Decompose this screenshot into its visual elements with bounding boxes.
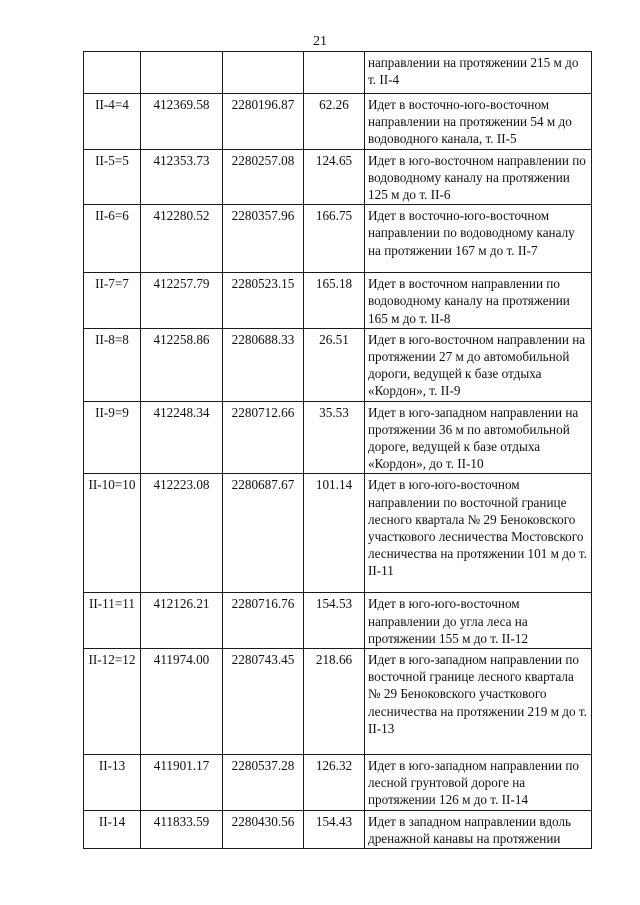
table-row — [84, 401, 592, 474]
table-row — [84, 94, 592, 150]
x-coordinate-cell: 411901.17 — [141, 755, 223, 811]
distance-cell: 154.43 — [304, 810, 365, 848]
x-coordinate-cell: 412248.34 — [141, 401, 223, 474]
y-coordinate-cell: 2280430.56 — [223, 810, 304, 848]
description-cell: Идет в юго-западном направлении на протяжении 36 м по автомобильной дороге, ведущей к базе отдыха «Кордон», до т. II-10 — [365, 401, 592, 474]
description-cell: Идет в юго-юго-восточном направлении до угла леса на протяжении 155 м до т. II-12 — [365, 593, 592, 649]
x-coordinate-cell: 412126.21 — [141, 593, 223, 649]
distance-cell: 165.18 — [304, 273, 365, 329]
description-cell: Идет в западном направлении вдоль дренажной канавы на протяжении — [365, 810, 592, 848]
point-cell: II-14 — [84, 810, 141, 848]
y-coordinate-cell — [223, 52, 304, 94]
distance-cell: 26.51 — [304, 328, 365, 401]
point-cell: II-12=12 — [84, 649, 141, 755]
distance-cell: 62.26 — [304, 94, 365, 150]
y-coordinate-cell: 2280196.87 — [223, 94, 304, 150]
y-coordinate-cell: 2280357.96 — [223, 205, 304, 273]
distance-cell: 101.14 — [304, 474, 365, 593]
point-cell: II-4=4 — [84, 94, 141, 150]
x-coordinate-cell: 412223.08 — [141, 474, 223, 593]
y-coordinate-cell: 2280523.15 — [223, 273, 304, 329]
point-cell: II-13 — [84, 755, 141, 811]
description-cell: Идет в юго-юго-восточном направлении по восточной границе лесного квартала № 29 Беноковского участкового лесничества Мостовского лесничества на протяжении 101 м до т. II-11 — [365, 474, 592, 593]
distance-cell — [304, 52, 365, 94]
point-cell — [84, 52, 141, 94]
table-row — [84, 593, 592, 649]
x-coordinate-cell: 412280.52 — [141, 205, 223, 273]
table-row — [84, 810, 592, 848]
description-cell: Идет в юго-восточном направлении на протяжении 27 м до автомобильной дороги, ведущей к базе отдыха «Кордон», т. II-9 — [365, 328, 592, 401]
distance-cell: 154.53 — [304, 593, 365, 649]
boundary-coordinates-table — [83, 51, 592, 849]
y-coordinate-cell: 2280743.45 — [223, 649, 304, 755]
page-number: 21 — [313, 34, 327, 49]
table-row — [84, 52, 592, 94]
description-cell: Идет в юго-восточном направлении по водоводному каналу на протяжении 125 м до т. II-6 — [365, 149, 592, 205]
x-coordinate-cell — [141, 52, 223, 94]
table-row — [84, 328, 592, 401]
description-cell: Идет в восточно-юго-восточном направлении на протяжении 54 м до водоводного канала, т. II-5 — [365, 94, 592, 150]
distance-cell: 218.66 — [304, 649, 365, 755]
y-coordinate-cell: 2280688.33 — [223, 328, 304, 401]
y-coordinate-cell: 2280716.76 — [223, 593, 304, 649]
y-coordinate-cell: 2280537.28 — [223, 755, 304, 811]
description-cell: Идет в юго-западном направлении по лесной грунтовой дороге на протяжении 126 м до т. II-14 — [365, 755, 592, 811]
description-cell: Идет в восточном направлении по водоводному каналу на протяжении 165 м до т. II-8 — [365, 273, 592, 329]
x-coordinate-cell: 412257.79 — [141, 273, 223, 329]
x-coordinate-cell: 412353.73 — [141, 149, 223, 205]
description-cell: направлении на протяжении 215 м до т. II-4 — [365, 52, 592, 94]
point-cell: II-6=6 — [84, 205, 141, 273]
table-row — [84, 205, 592, 273]
x-coordinate-cell: 411974.00 — [141, 649, 223, 755]
y-coordinate-cell: 2280712.66 — [223, 401, 304, 474]
y-coordinate-cell: 2280257.08 — [223, 149, 304, 205]
table-body — [84, 52, 592, 849]
description-cell: Идет в юго-западном направлении по восточной границе лесного квартала № 29 Беноковского участкового лесничества на протяжении 219 м до т. II-13 — [365, 649, 592, 755]
point-cell: II-11=11 — [84, 593, 141, 649]
table-row — [84, 474, 592, 593]
distance-cell: 166.75 — [304, 205, 365, 273]
point-cell: II-5=5 — [84, 149, 141, 205]
description-cell: Идет в восточно-юго-восточном направлении по водоводному каналу на протяжении 167 м до т. II-7 — [365, 205, 592, 273]
table-row — [84, 149, 592, 205]
table-row — [84, 273, 592, 329]
distance-cell: 126.32 — [304, 755, 365, 811]
x-coordinate-cell: 412258.86 — [141, 328, 223, 401]
x-coordinate-cell: 411833.59 — [141, 810, 223, 848]
distance-cell: 124.65 — [304, 149, 365, 205]
point-cell: II-7=7 — [84, 273, 141, 329]
point-cell: II-9=9 — [84, 401, 141, 474]
point-cell: II-8=8 — [84, 328, 141, 401]
x-coordinate-cell: 412369.58 — [141, 94, 223, 150]
y-coordinate-cell: 2280687.67 — [223, 474, 304, 593]
distance-cell: 35.53 — [304, 401, 365, 474]
point-cell: II-10=10 — [84, 474, 141, 593]
table-row — [84, 755, 592, 811]
table-row — [84, 649, 592, 755]
